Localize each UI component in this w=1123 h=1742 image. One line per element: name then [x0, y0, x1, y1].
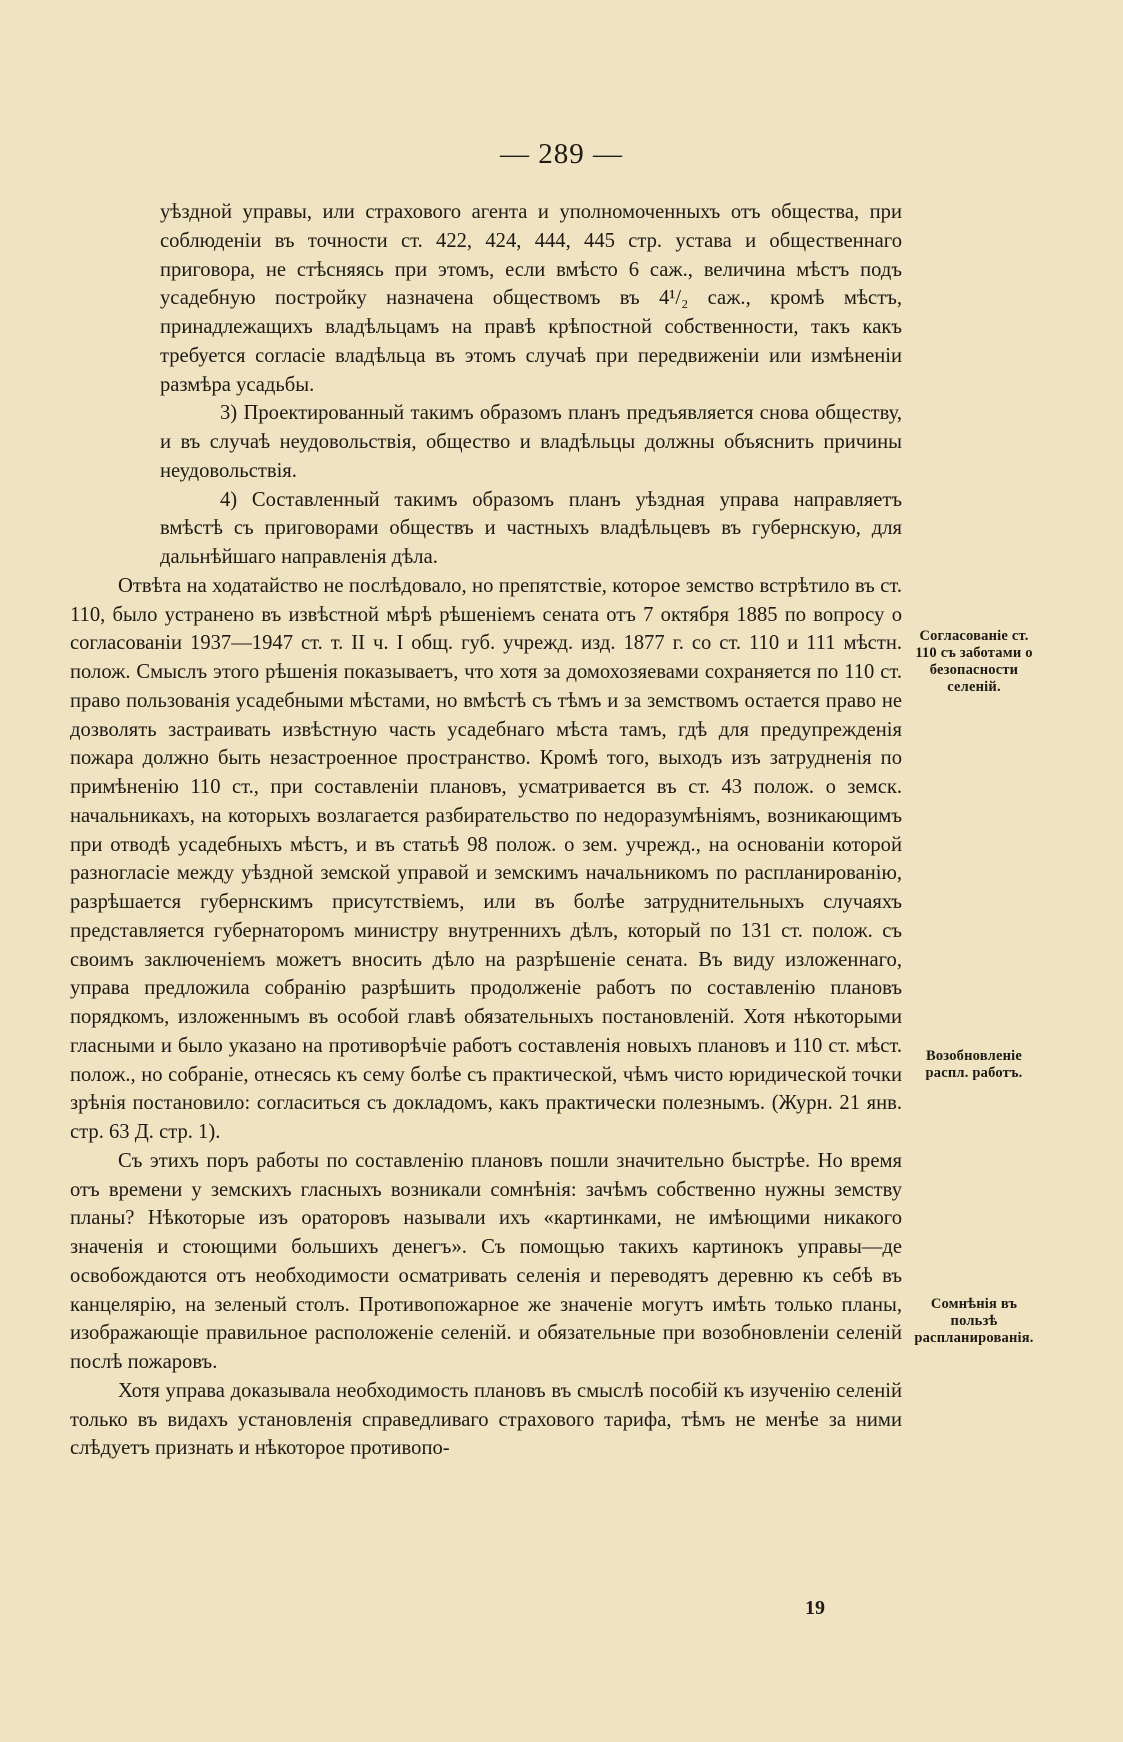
paragraph: уѣздной управы, или страхового агента и уполномоченныхъ отъ общества, при соблюденіи въ точности ст. 422, 424, 444, 445 стр. устава и общественнаго приговора, не стѣсняясь при этомъ, если вмѣсто 6 саж., величина мѣстъ подъ усадебную постройку назначена обществомъ въ 4¹/₂ саж., кромѣ мѣстъ, принадлежащихъ владѣльцамъ на правѣ крѣпостной собственности, такъ какъ требуется согласіе владѣльца въ этомъ случаѣ при передвиженіи или измѣненіи размѣра усадьбы.	[160, 201, 902, 396]
margin-note: Сомнѣнія въ пользѣ распланированія.	[914, 1296, 1034, 1346]
paragraph: Хотя управа доказывала необходимость плановъ въ смыслѣ пособій къ изученію селеній только въ видахъ установленія справедливаго страхового тарифа, тѣмъ не менѣе за ними слѣдуетъ признать и нѣкоторое противопо-	[70, 1379, 902, 1460]
paragraph: 4) Составленный такимъ образомъ планъ уѣздная управа направляетъ вмѣстѣ съ приговорами обществъ и частныхъ владѣльцевъ въ губернскую, для дальнѣйшаго направленія дѣла.	[160, 488, 902, 568]
body-text	[70, 198, 902, 1463]
margin-note: Возобновленіе распл. работъ.	[925, 1048, 1023, 1081]
paragraph: Отвѣта на ходатайство не послѣдовало, но препятствіе, которое земство встрѣтило въ ст. 110, было устранено въ извѣстной мѣрѣ рѣшеніемъ сената отъ 7 октября 1885 по вопросу о согласованіи 1937—1947 ст. т. II ч. I общ. губ. учрежд. изд. 1877 г. со ст. 110 и 111 мѣстн. полож. Смыслъ этого рѣшенія показываетъ, что хотя за домохозяевами сохраняется по 110 ст. право пользованія усадебными мѣстами, но вмѣстѣ съ тѣмъ и за земствомъ остается право не дозволять застраивать извѣстную часть усадебнаго мѣста тамъ, гдѣ для предупрежденія пожара должно быть незастроенное пространство. Кромѣ того, выходъ изъ затрудненія по примѣненію 110 ст., при составленіи плановъ, усматривается въ ст. 43 полож. о земск. начальникахъ, на которыхъ возлагается разбирательство по недоразумѣніямъ, возникающимъ при отводѣ усадебныхъ мѣстъ, и въ статьѣ 98 полож. о зем. учрежд., на основаніи которой разногласіе между уѣздной земской управой и земскимъ начальникомъ по распланированію, разрѣшается губернскимъ присутствіемъ, или въ болѣе затруднительныхъ случаяхъ представляется губернаторомъ министру внутреннихъ дѣлъ, который по 131 ст. полож. съ своимъ заключеніемъ можетъ вносить дѣло на разрѣшеніе сената. Въ виду изложеннаго, управа предложила собранію разрѣшить продолженіе работъ по составленію плановъ порядкомъ, изложеннымъ въ особой главѣ обязательныхъ постановленій. Хотя нѣкоторыми гласными и было указано на противорѣчіе работъ составленія новыхъ плановъ и 110 ст. мѣст. полож., но собраніе, отнесясь къ сему болѣе съ практической, чѣмъ чисто юридической точки зрѣнія постановило: согласиться съ докладомъ, какъ практически полезнымъ. (Журн. 21 янв. стр. 63 Д. стр. 1).	[70, 574, 902, 1143]
margin-note: Согласованіе ст. 110 съ заботами о безопасности селеній.	[915, 628, 1033, 695]
paragraph: 3) Проектированный такимъ образомъ планъ предъявляется снова обществу, и въ случаѣ неудовольствія, общество и владѣльцы должны объяснить причины неудовольствія.	[160, 402, 902, 482]
printer-signature: 19	[805, 1597, 825, 1619]
page-number: — 289 —	[500, 138, 623, 170]
paragraph: Съ этихъ поръ работы по составленію плановъ пошли значительно быстрѣе. Но время отъ времени у земскихъ гласныхъ возникали сомнѣнія: зачѣмъ собственно нужны земству планы? Нѣкоторые изъ ораторовъ называли ихъ «картинками, не имѣющими никакого значенія и стоющими большихъ денегъ». Съ помощью такихъ картинокъ управы—де освобождаются отъ необходимости осматривать селенія и переводятъ деревню къ себѣ въ канцелярію, на зеленый столъ. Противопожарное же значеніе могутъ имѣть только планы, изображающіе правильное расположеніе селеній. и обязательные при возобновленіи селеній послѣ пожаровъ.	[70, 1149, 902, 1373]
